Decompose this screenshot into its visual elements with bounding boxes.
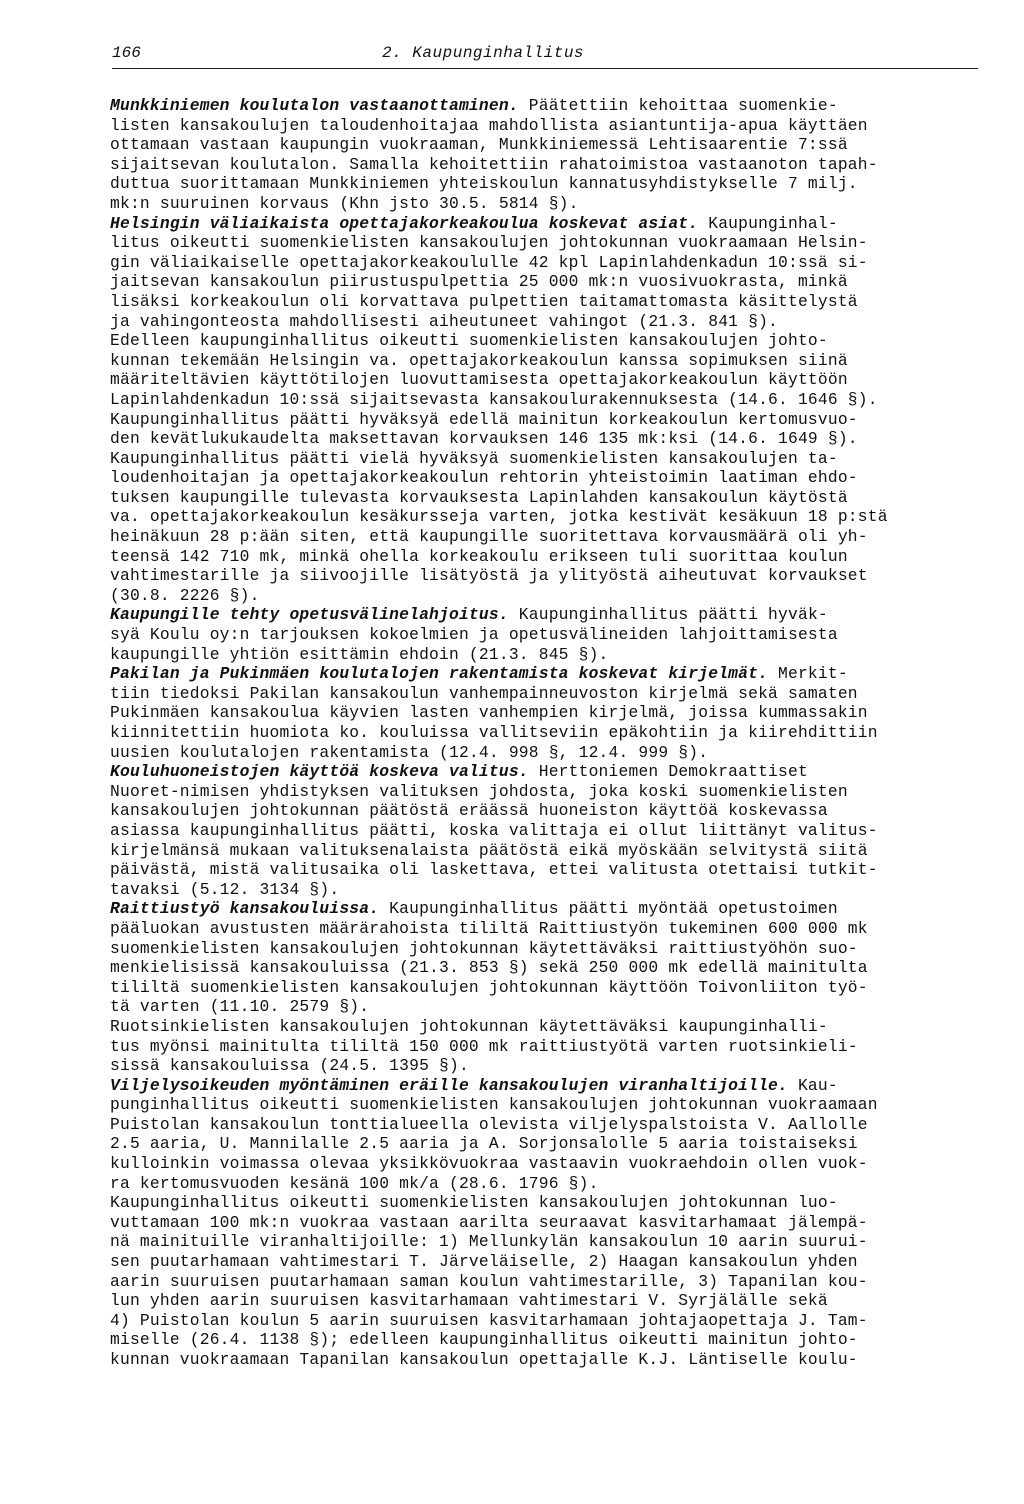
line-text: 2.5 aaria, U. Mannilalle 2.5 aaria ja A. Sorjonsalolle 5 aaria toistaiseksi (110, 1134, 858, 1154)
line-text: heinäkuun 28 p:ään siten, että kaupungille suoritettava korvausmäärä oli yh- (110, 527, 868, 547)
text-line (110, 410, 990, 430)
line-text: punginhallitus oikeutti suomenkielisten kansakoulujen johtokunnan vuokraamaan (110, 1095, 878, 1115)
text-line (110, 331, 990, 351)
line-text: syä Koulu oy:n tarjouksen kokoelmien ja opetusvälineiden lahjoittamisesta (110, 625, 838, 645)
text-line (110, 1037, 990, 1057)
text-line (110, 762, 990, 782)
line-text: Päätettiin kehoittaa suomenkie- (518, 96, 838, 115)
text-line (110, 1252, 990, 1272)
text-line (110, 1193, 990, 1213)
text-line (110, 801, 990, 821)
text-line (110, 1350, 990, 1370)
line-text: Kaupunginhallitus oikeutti suomenkielisten kansakoulujen johtokunnan luo- (110, 1193, 838, 1213)
text-line (110, 1232, 990, 1252)
line-text: Kaupunginhallitus päätti hyväk- (508, 605, 828, 625)
line-text: Ruotsinkielisten kansakoulujen johtokunnan käytettäväksi kaupunginhalli- (110, 1016, 828, 1036)
text-line (110, 586, 990, 606)
text-line (110, 958, 990, 978)
text-line (110, 135, 990, 155)
text-line (110, 566, 990, 586)
line-text: jaitsevan kansakoulun piirustuspulpettia 25 000 mk:n vuosivuokrasta, minkä (110, 272, 848, 292)
running-head: 2. Kaupunginhallitus (382, 44, 585, 62)
line-text: kirjelmänsä mukaan valituksenalaista päätöstä eikä myöskään selvitystä siitä (110, 840, 868, 860)
text-line (110, 645, 990, 665)
line-text: tus myönsi mainitulta tililtä 150 000 mk raittiustyötä varten ruotsinkieli- (110, 1036, 858, 1056)
line-text: tä varten (11.10. 2579 §). (110, 997, 370, 1017)
text-line (110, 390, 990, 410)
line-text: den kevätlukukaudelta maksettavan korvauksen 146 135 mk:ksi (14.6. 1649 §). (110, 429, 858, 449)
line-text: 4) Puistolan koulun 5 aarin suuruisen kasvitarhamaan johtajaopettaja J. Tam- (110, 1310, 868, 1330)
line-text: määriteltävien käyttötilojen luovuttamisesta opettajakorkeakoulun käyttöön (110, 370, 848, 390)
text-line (110, 96, 990, 116)
line-text: miselle (26.4. 1138 §); edelleen kaupunginhallitus oikeutti mainitun johto- (110, 1330, 858, 1350)
line-text: duttua suorittamaan Munkkiniemen yhteiskoulun kannatusyhdistykselle 7 milj. (110, 174, 858, 194)
text-line (110, 841, 990, 861)
line-text: aarin suuruisen puutarhamaan saman koulun vahtimestarille, 3) Tapanilan kou- (110, 1271, 868, 1291)
line-text: (30.8. 2226 §). (110, 585, 260, 605)
line-text: Kau- (787, 1075, 838, 1095)
text-line (110, 292, 990, 312)
line-text: gin väliaikaiselle opettajakorkeakoululle 42 kpl Lapinlahdenkadun 10:ssä si- (110, 252, 868, 272)
line-text: lun yhden aarin suuruisen kasvitarhamaan vahtimestari V. Syrjälälle sekä (110, 1291, 828, 1311)
line-text: Nuoret-nimisen yhdistyksen valituksen johdosta, joka koski suomenkielisten (110, 781, 848, 801)
text-line (110, 1056, 990, 1076)
text-line (110, 1095, 990, 1115)
line-text: ja vahingonteosta mahdollisesti aiheutuneet vahingot (21.3. 841 §). (110, 311, 779, 331)
text-line (110, 1115, 990, 1135)
text-line (110, 1017, 990, 1037)
line-text: sen puutarhamaan vahtimestari T. Järveläiselle, 2) Haagan kansakoulun yhden (110, 1252, 858, 1272)
line-text: Herttoniemen Demokraattiset (528, 762, 808, 782)
line-text: Puistolan kansakoulun tonttialueella olevista viljelyspalstoista V. Aallolle (110, 1114, 868, 1134)
text-line (110, 821, 990, 841)
text-line (110, 1213, 990, 1233)
text-line (110, 605, 990, 625)
header-rule (112, 68, 978, 69)
text-line (110, 1134, 990, 1154)
text-line (110, 1154, 990, 1174)
line-text: mk:n suuruinen korvaus (Khn jsto 30.5. 5814 §). (110, 193, 579, 213)
text-line (110, 684, 990, 704)
line-text: vuttamaan 100 mk:n vuokraa vastaan aarilta seuraavat kasvitarhamaat jälempä- (110, 1212, 868, 1232)
text-line (110, 507, 990, 527)
line-text: kunnan vuokraamaan Tapanilan kansakoulun opettajalle K.J. Läntiselle koulu- (110, 1350, 858, 1369)
line-text: Kaupunginhal- (698, 213, 838, 233)
line-text: pääluokan avustusten määrärahoista tililtä Raittiustyön tukeminen 600 000 mk (110, 918, 868, 938)
text-line (110, 547, 990, 567)
text-line (110, 468, 990, 488)
text-line (110, 233, 990, 253)
line-text: päivästä, mistä valitusaika oli laskettava, ettei valitusta otettaisi tutkit- (110, 860, 878, 880)
line-text: uusien koulutalojen rakentamista (12.4. 998 §, 12.4. 999 §). (110, 742, 709, 762)
section-heading: Raittiustyö kansakouluissa. (110, 899, 380, 919)
line-text: loudenhoitajan ja opettajakorkeakoulun rehtorin yhteistoimin laatiman ehdo- (110, 468, 858, 488)
text-line (110, 860, 990, 880)
body-text (110, 96, 990, 1370)
line-text: kansakoulujen johtokunnan päätöstä eräässä huoneiston käyttöä koskevassa (110, 801, 828, 821)
text-line (110, 429, 990, 449)
text-line (110, 1272, 990, 1292)
text-line (110, 1291, 990, 1311)
line-text: teensä 142 710 mk, minkä ohella korkeakoulu erikseen tuli suorittaa koulun (110, 546, 848, 566)
text-line (110, 155, 990, 175)
line-text: ra kertomusvuoden kesänä 100 mk/a (28.6. 1796 §). (110, 1173, 599, 1193)
line-text: litus oikeutti suomenkielisten kansakoulujen johtokunnan vuokraamaan Helsin- (110, 233, 868, 253)
line-text: kaupungille yhtiön esittämin ehdoin (21.3. 845 §). (110, 644, 609, 664)
line-text: Pukinmäen kansakoulua käyvien lasten vanhempien kirjelmä, joissa kummassakin (110, 703, 868, 723)
text-line (110, 899, 990, 919)
section-heading: Kaupungille tehty opetusvälinelahjoitus. (110, 605, 509, 625)
line-text: asiassa kaupunginhallitus päätti, koska valittaja ei ollut liittänyt valitus- (110, 820, 878, 840)
section-heading: Helsingin väliaikaista opettajakorkeakoulua koskevat asiat. (110, 213, 699, 233)
text-line (110, 351, 990, 371)
text-line (110, 743, 990, 763)
text-line (110, 997, 990, 1017)
text-line (110, 1311, 990, 1331)
text-line (110, 939, 990, 959)
text-line (110, 312, 990, 332)
line-text: tavaksi (5.12. 3134 §). (110, 879, 340, 899)
text-line (110, 272, 990, 292)
line-text: Kaupunginhallitus päätti myöntää opetustoimen (379, 899, 838, 919)
line-text: menkielisissä kansakouluissa (21.3. 853 §) sekä 250 000 mk edellä mainitulta (110, 958, 868, 978)
text-line (110, 194, 990, 214)
line-text: kunnan tekemään Helsingin va. opettajakorkeakoulun kanssa sopimuksen siinä (110, 350, 848, 370)
line-text: Merkit- (768, 664, 848, 684)
line-text: Lapinlahdenkadun 10:ssä sijaitsevasta kansakoulurakennuksesta (14.6. 1646 §). (110, 389, 878, 409)
line-text: kulloinkin voimassa olevaa yksikkövuokraa vastaavin vuokraehdoin ollen vuok- (110, 1154, 868, 1174)
line-text: ottamaan vastaan kaupungin vuokraaman, Munkkiniemessä Lehtisaarentie 7:ssä (110, 135, 848, 155)
text-line (110, 664, 990, 684)
text-line (110, 782, 990, 802)
text-line (110, 880, 990, 900)
line-text: Kaupunginhallitus päätti hyväksyä edellä mainitun korkeakoulun kertomusvuo- (110, 409, 858, 429)
line-text: vahtimestarille ja siivoojille lisätyöstä ja ylityöstä aiheutuvat korvaukset (110, 566, 868, 586)
text-line (110, 449, 990, 469)
line-text: sijaitsevan koulutalon. Samalla kehoitettiin rahatoimistoa vastaanoton tapah- (110, 154, 878, 174)
text-line (110, 1076, 990, 1096)
line-text: Edelleen kaupunginhallitus oikeutti suomenkielisten kansakoulujen johto- (110, 331, 828, 351)
text-line (110, 174, 990, 194)
text-line (110, 625, 990, 645)
line-text: nä mainituille viranhaltijoille: 1) Mellunkylän kansakoulun 10 aarin suurui- (110, 1232, 868, 1252)
line-text: listen kansakoulujen taloudenhoitajaa mahdollista asiantuntija-apua käyttäen (110, 115, 868, 135)
text-line (110, 253, 990, 273)
text-line (110, 214, 990, 234)
page-number: 166 (112, 44, 141, 62)
text-line (110, 116, 990, 136)
line-text: va. opettajakorkeakoulun kesäkurssejа varten, jotka kestivät kesäkuun 18 p:stä (110, 507, 888, 527)
section-heading: Pakilan ja Pukinmäen koulutalojen rakentamista koskevat kirjelmät. (110, 664, 769, 684)
page-header (112, 44, 978, 72)
text-line (110, 978, 990, 998)
text-line (110, 527, 990, 547)
line-text: lisäksi korkeakoulun oli korvattava pulpettien taitamattomasta käsittelystä (110, 291, 858, 311)
text-line (110, 723, 990, 743)
text-line (110, 370, 990, 390)
line-text: tuksen kaupungille tulevasta korvauksesta Lapinlahden kansakoulun käytöstä (110, 487, 848, 507)
text-line (110, 1174, 990, 1194)
line-text: suomenkielisten kansakoulujen johtokunnan käytettäväksi raittiustyöhön suo- (110, 938, 858, 958)
text-line (110, 703, 990, 723)
line-text: tililtä suomenkielisten kansakoulujen johtokunnan käyttöön Toivonliiton työ- (110, 977, 868, 997)
section-heading: Viljelysoikeuden myöntäminen eräille kansakoulujen viranhaltijoille. (110, 1075, 788, 1095)
text-line (110, 919, 990, 939)
text-line (110, 1330, 990, 1350)
section-heading: Munkkiniemen koulutalon vastaanottaminen. (110, 96, 519, 115)
line-text: kiinnitettiin huomiota ko. kouluissa vallitseviin epäkohtiin ja kiirehdittiin (110, 723, 878, 742)
line-text: sissä kansakouluissa (24.5. 1395 §). (110, 1056, 469, 1076)
line-text: Kaupunginhallitus päätti vielä hyväksyä suomenkielisten kansakoulujen ta- (110, 448, 838, 468)
text-line (110, 488, 990, 508)
line-text: tiin tiedoksi Pakilan kansakoulun vanhempainneuvoston kirjelmä sekä samaten (110, 683, 858, 703)
section-heading: Kouluhuoneistojen käyttöä koskeva valitus. (110, 762, 529, 782)
